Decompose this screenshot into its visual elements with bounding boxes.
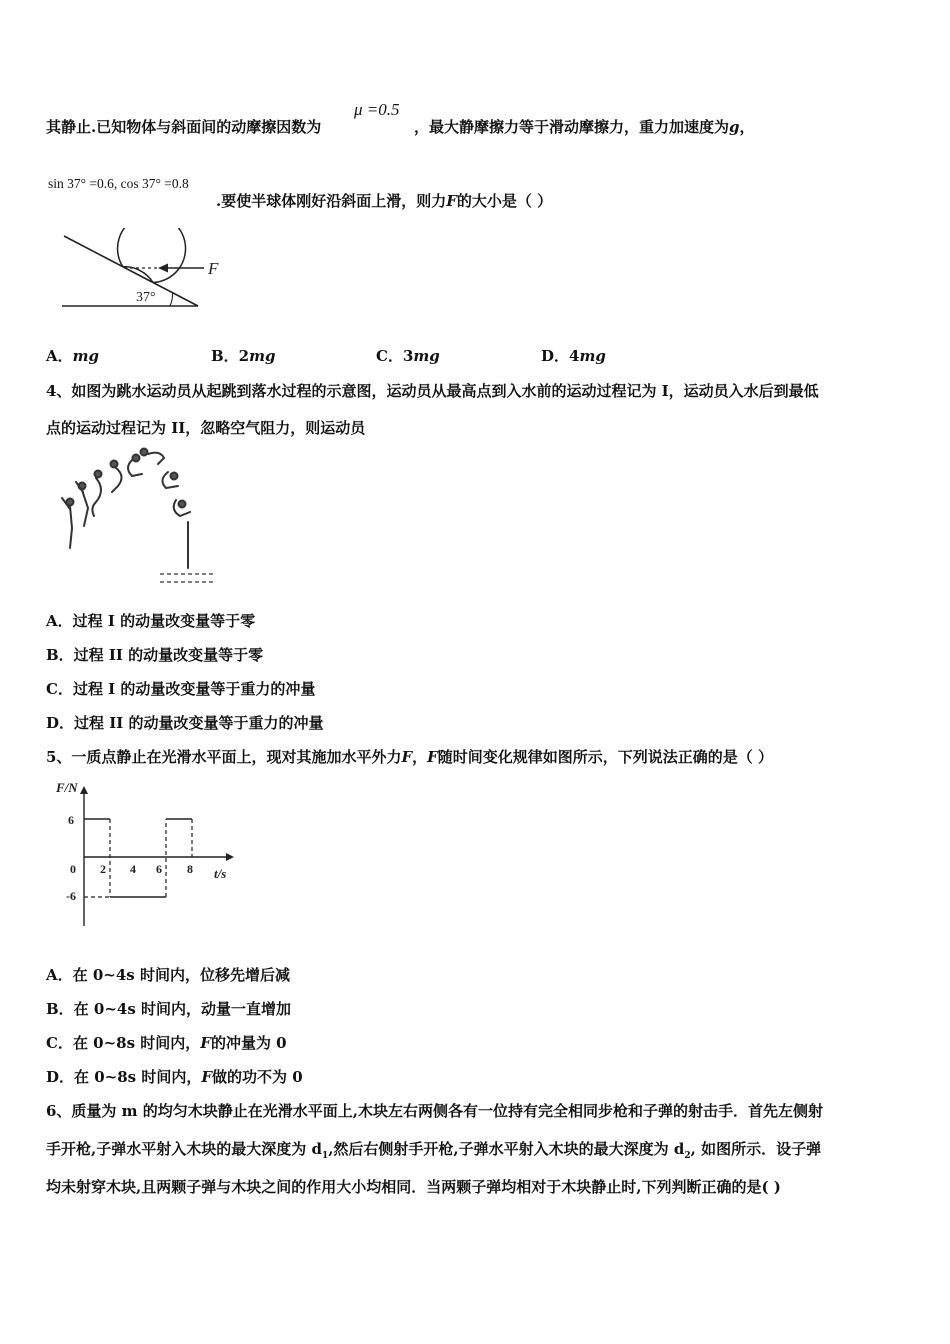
diver-head [179, 501, 186, 508]
diver-body [148, 453, 164, 464]
q3-option-c [376, 345, 440, 366]
q6-line-1: 6、质量为 m 的均匀木块静止在光滑水平面上,木块左右两侧各有一位持有完全相同步枪和子弹的射击手．首先左侧射 [46, 1102, 823, 1120]
q3-line-1 [46, 116, 321, 137]
q6-text: ,然后右侧射手开枪,子弹水平射入木块的最大深度为 d [328, 1140, 685, 1158]
subscript: 2 [684, 1151, 691, 1161]
x-tick-6: 6 [156, 862, 162, 876]
diver-head [111, 461, 118, 468]
x-tick-4: 4 [130, 862, 136, 876]
mu-formula: μ =0.5 [354, 100, 400, 119]
q5-text: ， [412, 748, 428, 766]
q5-line-1 [46, 746, 773, 767]
y-axis-label: F/N [56, 780, 78, 795]
y-axis-arrowhead [80, 786, 88, 794]
q6-line-2 [46, 1138, 821, 1161]
q4-line-1: 4、如图为跳水运动员从起跳到落水过程的示意图，运动员从最高点到入水前的运动过程记为 I，运动员入水后到最低 [46, 382, 819, 400]
q3-option-d [541, 345, 606, 366]
q5-option-b: B．在 0~4s 时间内，动量一直增加 [46, 1000, 292, 1018]
f-symbol: F [201, 1068, 212, 1086]
hemisphere-arc [118, 228, 186, 283]
option-val: mg [413, 347, 440, 365]
q3-text: .要使半球体刚好沿斜面上滑，则力 [216, 192, 447, 210]
option-key: C．3 [376, 347, 414, 365]
option-key: D．4 [541, 347, 580, 365]
q4-line-2: 点的运动过程记为 II，忽略空气阻力，则运动员 [46, 419, 366, 437]
x-tick-2: 2 [100, 862, 106, 876]
diver-head [141, 449, 148, 456]
x-axis-arrowhead [226, 853, 234, 861]
trig-values: sin 37° =0.6, cos 37° =0.8 [48, 176, 189, 191]
q3-line-1-cont [414, 116, 755, 137]
diver-body [128, 460, 142, 476]
diver-body [112, 468, 122, 492]
force-time-graph [50, 776, 250, 936]
q4-option-b: B．过程 II 的动量改变量等于零 [46, 646, 264, 664]
q5-option-c [46, 1032, 287, 1053]
subscript: 1 [321, 1151, 329, 1161]
q5-option-a: A．在 0~4s 时间内，位移先增后减 [46, 966, 290, 984]
f-symbol: F [401, 748, 413, 766]
diver-body [92, 478, 101, 516]
q6-text: 手开枪,子弹水平射入木块的最大深度为 d [46, 1140, 322, 1158]
force-arrowhead [158, 264, 168, 273]
f-symbol: F [446, 192, 457, 210]
option-key: B．2 [211, 347, 250, 365]
force-label: F [208, 259, 219, 278]
option-val: mg [249, 347, 276, 365]
option-text: D．在 0~8s 时间内， [46, 1068, 202, 1086]
y-tick-6: 6 [68, 813, 74, 827]
option-key: A． [46, 347, 73, 365]
q3-text: ， [739, 118, 755, 136]
f-symbol: F [200, 1034, 211, 1052]
diver-head [133, 455, 140, 462]
angle-label: 37° [136, 290, 156, 305]
diver-head [171, 473, 178, 480]
q5-option-d [46, 1066, 303, 1087]
x-tick-8: 8 [187, 862, 193, 876]
diver-body [82, 490, 88, 526]
option-text: 做的功不为 0 [212, 1068, 303, 1086]
q3-line-2 [216, 190, 552, 211]
option-val: mg [72, 347, 100, 365]
g-symbol: g [729, 118, 740, 136]
q3-text: 其静止.已知物体与斜面间的动摩擦因数为 [46, 118, 322, 136]
angle-arc [170, 293, 173, 306]
y-tick-neg6: -6 [66, 889, 76, 903]
q5-text: 5、一质点静止在光滑水平面上，现对其施加水平外力 [46, 748, 402, 766]
diver-figure [48, 446, 228, 592]
f-symbol: F [427, 748, 438, 766]
option-text: C．在 0~8s 时间内， [46, 1034, 201, 1052]
diver-legs [70, 528, 72, 548]
q4-option-c: C．过程 I 的动量改变量等于重力的冲量 [46, 680, 316, 698]
q4-option-a: A．过程 I 的动量改变量等于零 [46, 612, 256, 630]
x-axis-label: t/s [214, 866, 227, 881]
q3-text: 的大小是（ ） [456, 192, 553, 210]
q4-option-d: D．过程 II 的动量改变量等于重力的冲量 [46, 714, 324, 732]
q6-text: , 如图所示．设子弹 [690, 1140, 822, 1158]
q3-option-a [46, 345, 99, 366]
incline-figure [58, 228, 238, 312]
origin-label: 0 [70, 862, 76, 876]
q6-line-3: 均未射穿木块,且两颗子弹与木块之间的作用大小均相同．当两颗子弹均相对于木块静止时,下列判断正确的是( ) [46, 1178, 781, 1196]
option-val: mg [579, 347, 606, 365]
diver-head [95, 471, 102, 478]
q3-text: ，最大静摩擦力等于滑动摩擦力，重力加速度为 [414, 118, 730, 136]
q5-text: 随时间变化规律如图所示，下列说法正确的是（ ） [437, 748, 774, 766]
q3-option-b [211, 345, 276, 366]
option-text: 的冲量为 0 [210, 1034, 287, 1052]
